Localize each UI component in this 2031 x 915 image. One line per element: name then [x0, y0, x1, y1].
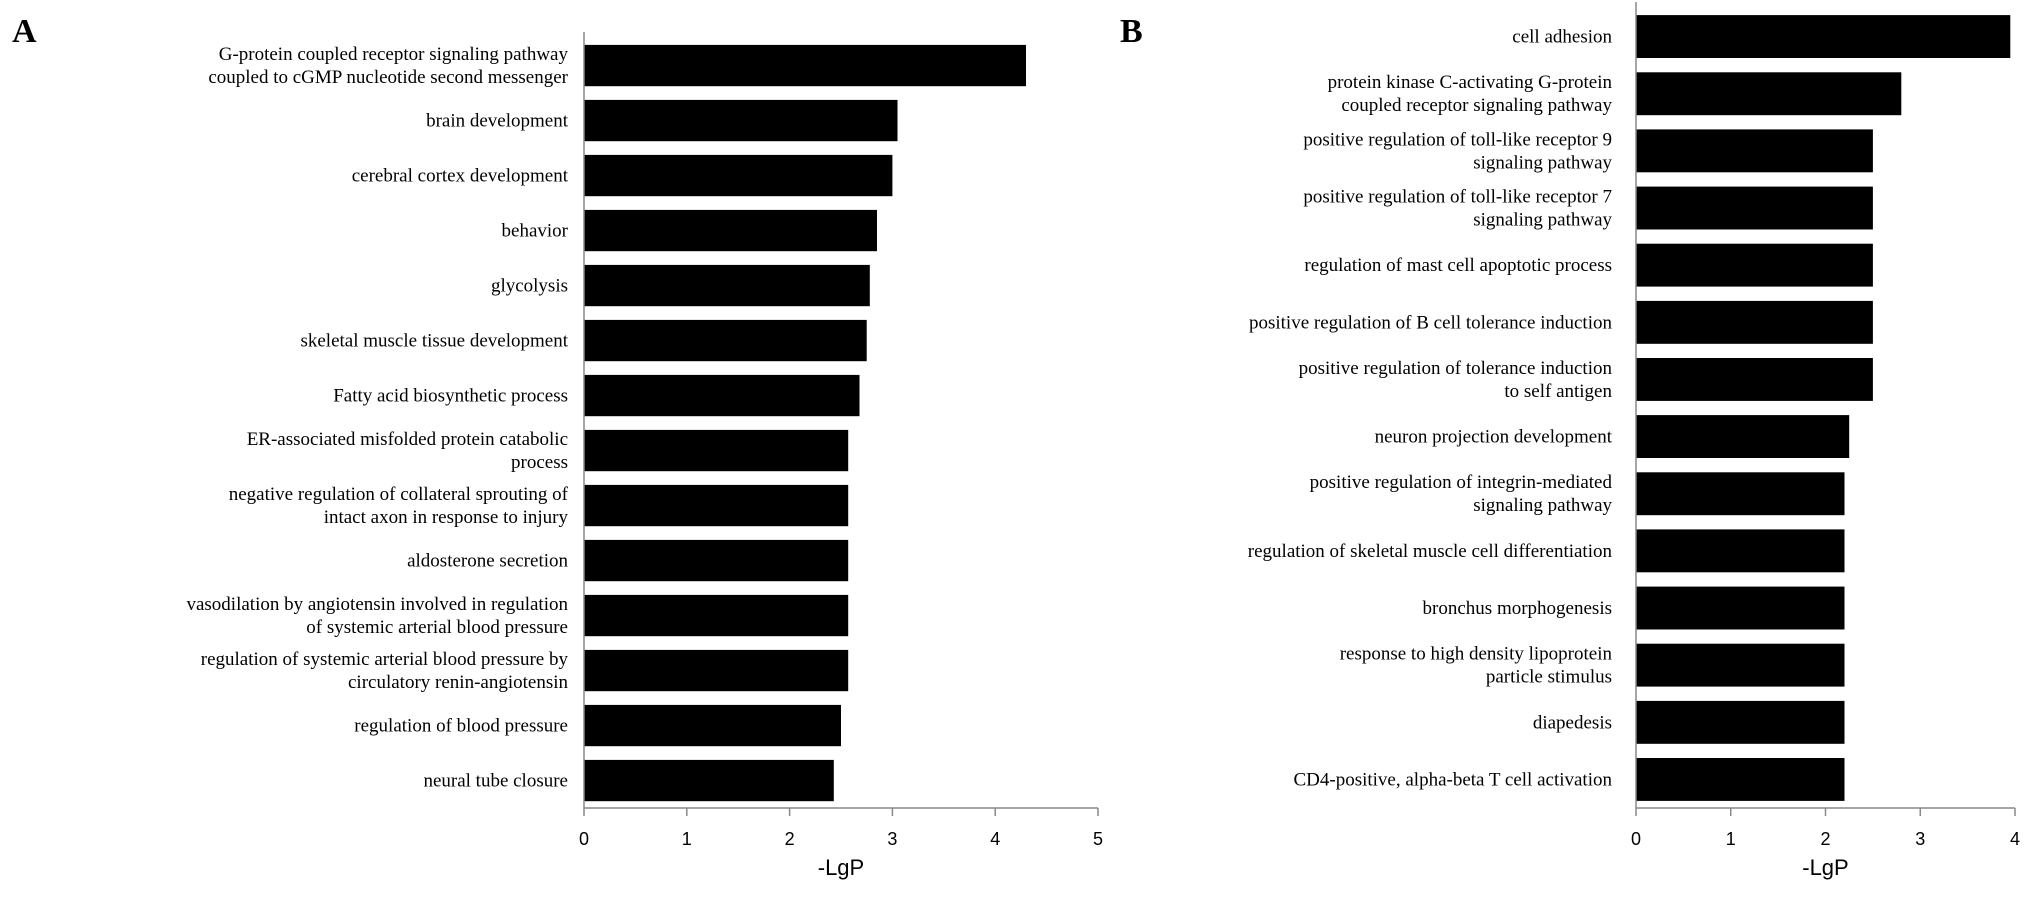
panel-letter: B: [1120, 13, 1143, 50]
category-label: vasodilation by angiotensin involved in regulation of systemic arterial blood pressure: [186, 594, 568, 638]
x-tick-label: 4: [2009, 829, 2021, 849]
bar: [584, 210, 877, 251]
category-label: positive regulation of tolerance induction to self antigen: [1298, 357, 1612, 402]
x-tick-label: 5: [1092, 829, 1104, 849]
category-label: neural tube closure: [423, 770, 568, 792]
bar: [584, 265, 870, 306]
bar: [584, 650, 848, 691]
x-tick-label: 1: [681, 829, 692, 849]
bar: [1636, 587, 1845, 630]
category-label: glycolysis: [490, 275, 568, 297]
category-label: brain development: [426, 110, 568, 132]
bar: [1636, 415, 1849, 458]
category-label: positive regulation of toll-like receptor 7 signaling pathway: [1303, 186, 1612, 231]
x-tick-label: 4: [990, 829, 1001, 849]
category-label: bronchus morphogenesis: [1422, 598, 1612, 619]
bar: [1636, 72, 1901, 115]
category-label: cerebral cortex development: [351, 165, 568, 187]
panel-b: [1120, 2, 2020, 880]
category-label: neuron projection development: [1374, 426, 1612, 448]
bar: [584, 595, 848, 636]
category-label: negative regulation of collateral sprouting of intact axon in response to injury: [228, 484, 568, 528]
bar: [1636, 358, 1873, 401]
category-label: regulation of systemic arterial blood pressure by circulatory renin-angiotensin: [200, 649, 568, 693]
category-label: regulation of mast cell apoptotic process: [1304, 255, 1612, 277]
panel-a: [12, 13, 1103, 880]
bar: [1636, 129, 1873, 172]
x-tick-label: 0: [1630, 829, 1642, 849]
bar: [584, 45, 1026, 86]
category-label: protein kinase C-activating G-protein coupled receptor signaling pathway: [1327, 72, 1612, 117]
bar: [1636, 644, 1845, 687]
x-tick-label: 2: [784, 829, 795, 849]
category-label: positive regulation of toll-like receptor 9 signaling pathway: [1303, 129, 1612, 174]
category-label: cell adhesion: [1512, 26, 1612, 48]
bar: [1636, 529, 1845, 572]
category-label: regulation of skeletal muscle cell differentiation: [1247, 540, 1612, 562]
bar: [1636, 187, 1873, 230]
bar: [584, 485, 848, 526]
bar: [584, 320, 867, 361]
bar: [1636, 472, 1845, 515]
category-label: ER-associated misfolded protein catabolic process: [246, 429, 568, 473]
panel-letter: A: [12, 13, 37, 50]
bar: [584, 155, 892, 196]
bar: [1636, 701, 1845, 744]
category-label: skeletal muscle tissue development: [300, 330, 568, 352]
x-axis-label: -LgP: [817, 855, 865, 880]
bar: [1636, 244, 1873, 287]
bar: [1636, 15, 2010, 58]
category-label: response to high density lipoprotein particle stimulus: [1339, 643, 1612, 688]
category-label: aldosterone secretion: [407, 550, 568, 572]
bar: [584, 760, 834, 801]
bar: [584, 430, 848, 471]
bar: [584, 540, 848, 581]
bar: [584, 375, 860, 416]
category-label: Fatty acid biosynthetic process: [333, 385, 568, 407]
x-tick-label: 1: [1725, 829, 1736, 849]
category-label: G-protein coupled receptor signaling pathway coupled to cGMP nucleotide second messenger: [208, 44, 568, 88]
x-axis-label: -LgP: [1802, 855, 1849, 880]
bar: [1636, 301, 1873, 344]
category-label: CD4-positive, alpha-beta T cell activation: [1293, 769, 1612, 791]
x-tick-label: 3: [1915, 829, 1926, 849]
x-tick-label: 2: [1820, 829, 1831, 849]
category-label: diapedesis: [1532, 712, 1612, 734]
category-label: behavior: [501, 220, 568, 242]
bar: [584, 705, 841, 746]
bar: [1636, 758, 1845, 801]
category-label: positive regulation of integrin-mediated signaling pathway: [1309, 472, 1612, 517]
x-tick-label: 3: [887, 829, 898, 849]
category-label: positive regulation of B cell tolerance induction: [1248, 312, 1612, 334]
category-label: regulation of blood pressure: [354, 715, 568, 737]
bar: [584, 100, 898, 141]
x-tick-label: 0: [578, 829, 590, 849]
